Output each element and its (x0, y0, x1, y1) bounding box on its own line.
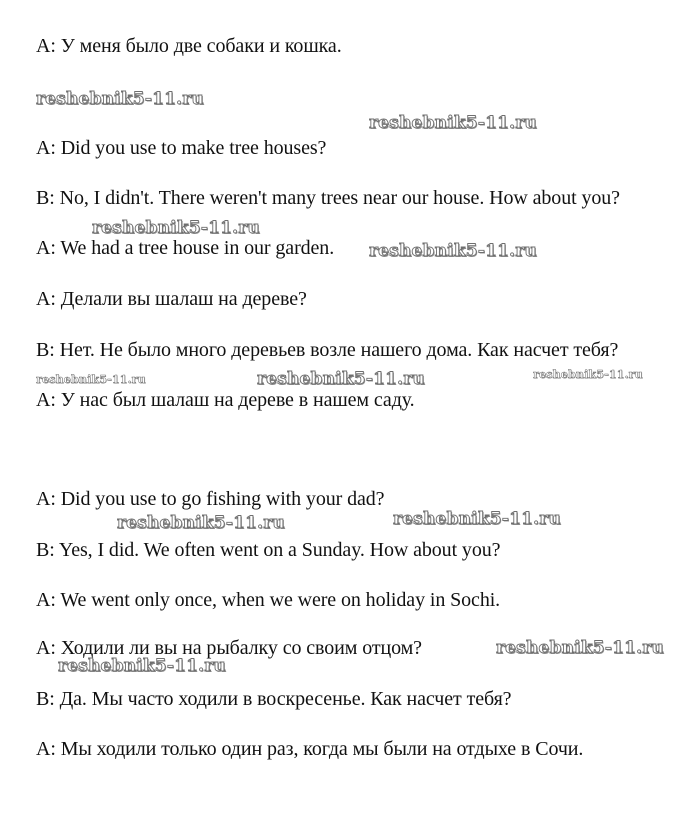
watermark: reshebnik5-11.ru (533, 368, 643, 381)
dialogue-line: A: Ходили ли вы на рыбалку со своим отцом? (36, 637, 422, 659)
dialogue-line: B: Да. Мы часто ходили в воскресенье. Как насчет тебя? (36, 688, 512, 710)
watermark: reshebnik5-11.ru (36, 373, 146, 386)
dialogue-line: A: У меня было две собаки и кошка. (36, 35, 342, 57)
dialogue-line: B: Нет. Не было много деревьев возле нашего дома. Как насчет тебя? (36, 339, 619, 361)
dialogue-line: B: Yes, I did. We often went on a Sunday. How about you? (36, 539, 501, 561)
dialogue-line: A: We went only once, when we were on holiday in Sochi. (36, 589, 501, 611)
dialogue-line: B: No, I didn't. There weren't many trees near our house. How about you? (36, 187, 620, 209)
watermark: reshebnik5-11.ru (393, 509, 561, 529)
watermark: reshebnik5-11.ru (92, 218, 260, 238)
watermark: reshebnik5-11.ru (369, 113, 537, 133)
dialogue-line: A: Мы ходили только один раз, когда мы были на отдыхе в Сочи. (36, 738, 584, 760)
dialogue-line: A: Did you use to make tree houses? (36, 137, 327, 159)
watermark: reshebnik5-11.ru (496, 638, 664, 658)
watermark: reshebnik5-11.ru (257, 369, 425, 389)
dialogue-line: A: Делали вы шалаш на дереве? (36, 288, 307, 310)
dialogue-line: A: У нас был шалаш на дереве в нашем саду. (36, 389, 415, 411)
dialogue-line: A: Did you use to go fishing with your dad? (36, 488, 385, 510)
dialogue-line: A: We had a tree house in our garden. (36, 237, 335, 259)
watermark: reshebnik5-11.ru (117, 513, 285, 533)
watermark: reshebnik5-11.ru (36, 89, 204, 109)
watermark: reshebnik5-11.ru (58, 656, 226, 676)
watermark: reshebnik5-11.ru (369, 241, 537, 261)
